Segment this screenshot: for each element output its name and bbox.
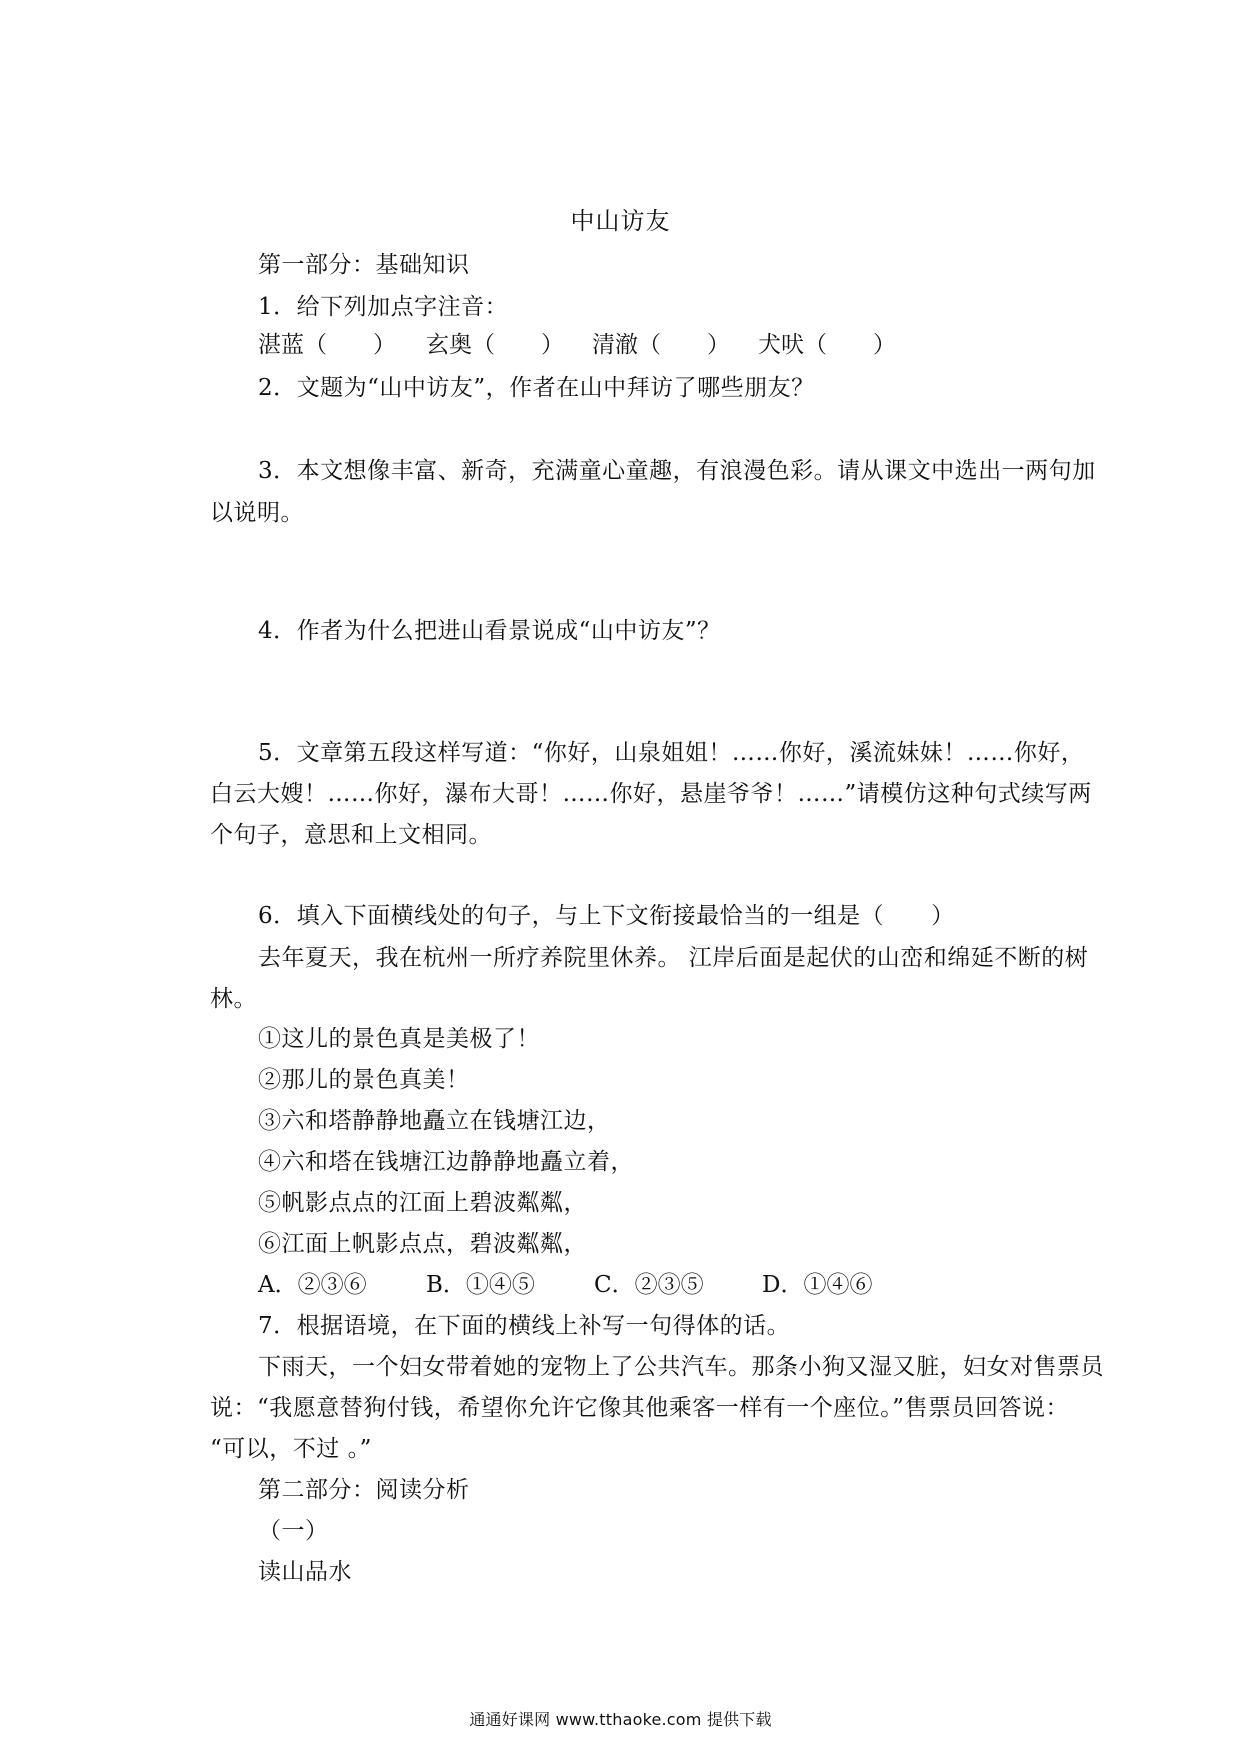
page-footer: 通通好课网 www.tthaoke.com 提供下载 xyxy=(469,1710,772,1729)
question-6-sentence: ⑥江面上帆影点点，碧波粼粼， xyxy=(258,1231,587,1257)
question-6-context: 去年夏天，我在杭州一所疗养院里休养。 江岸后面是起伏的山峦和绵延不断的树 xyxy=(258,945,1089,971)
pinyin-item: 清澈（ ） xyxy=(592,332,730,358)
question-3-line: 3．本文想像丰富、新奇，充满童心童趣，有浪漫色彩。请从课文中选出一两句加 xyxy=(258,458,1096,484)
answer-option: A．②③⑥ xyxy=(258,1272,367,1298)
pinyin-item: 湛蓝（ ） xyxy=(258,332,396,358)
question-5-line: 5．文章第五段这样写道：“你好，山泉姐姐！……你好，溪流妹妹！……你好， xyxy=(258,740,1085,766)
question-6-context: 林。 xyxy=(210,986,257,1012)
question-7-context: “可以，不过 。” xyxy=(210,1436,372,1462)
question-5-line: 个句子，意思和上文相同。 xyxy=(210,822,492,848)
question-4: 4．作者为什么把进山看景说成“山中访友”？ xyxy=(258,618,721,644)
question-7-context: 下雨天，一个妇女带着她的宠物上了公共汽车。那条小狗又湿又脏，妇女对售票员 xyxy=(258,1354,1104,1380)
section1-heading: 第一部分：基础知识 xyxy=(258,252,470,278)
question-3-line: 以说明。 xyxy=(210,500,304,526)
question-6-sentence: ④六和塔在钱塘江边静静地矗立着， xyxy=(258,1149,634,1175)
pinyin-item: 玄奥（ ） xyxy=(426,332,564,358)
document-title: 中山访友 xyxy=(570,207,671,235)
question-6-prompt: 6．填入下面横线处的句子，与上下文衔接最恰当的一组是（ ） xyxy=(258,903,955,929)
answer-option: D．①④⑥ xyxy=(762,1272,873,1298)
answer-option: C．②③⑤ xyxy=(594,1272,704,1298)
question-6-sentence: ②那儿的景色真美！ xyxy=(258,1067,470,1093)
pinyin-item: 犬吠（ ） xyxy=(758,332,896,358)
question-6-sentence: ⑤帆影点点的江面上碧波粼粼， xyxy=(258,1190,587,1216)
reading-title: 读山品水 xyxy=(258,1559,352,1585)
question-5-line: 白云大嫂！……你好，瀑布大哥！……你好，悬崖爷爷！……”请模仿这种句式续写两 xyxy=(210,781,1092,807)
question-6-sentence: ③六和塔静静地矗立在钱塘江边， xyxy=(258,1108,611,1134)
answer-option: B．①④⑤ xyxy=(426,1272,535,1298)
question-2: 2．文题为“山中访友”，作者在山中拜访了哪些朋友？ xyxy=(258,375,815,401)
question-7-prompt: 7．根据语境，在下面的横线上补写一句得体的话。 xyxy=(258,1313,791,1339)
section2-heading: 第二部分：阅读分析 xyxy=(258,1477,470,1503)
question-6-sentence: ①这儿的景色真是美极了！ xyxy=(258,1026,540,1052)
question-1-prompt: 1．给下列加点字注音： xyxy=(258,294,509,320)
subsection-label: （一） xyxy=(258,1518,329,1544)
question-7-context: 说：“我愿意替狗付钱，希望你允许它像其他乘客一样有一个座位。”售票员回答说： xyxy=(210,1395,1070,1421)
